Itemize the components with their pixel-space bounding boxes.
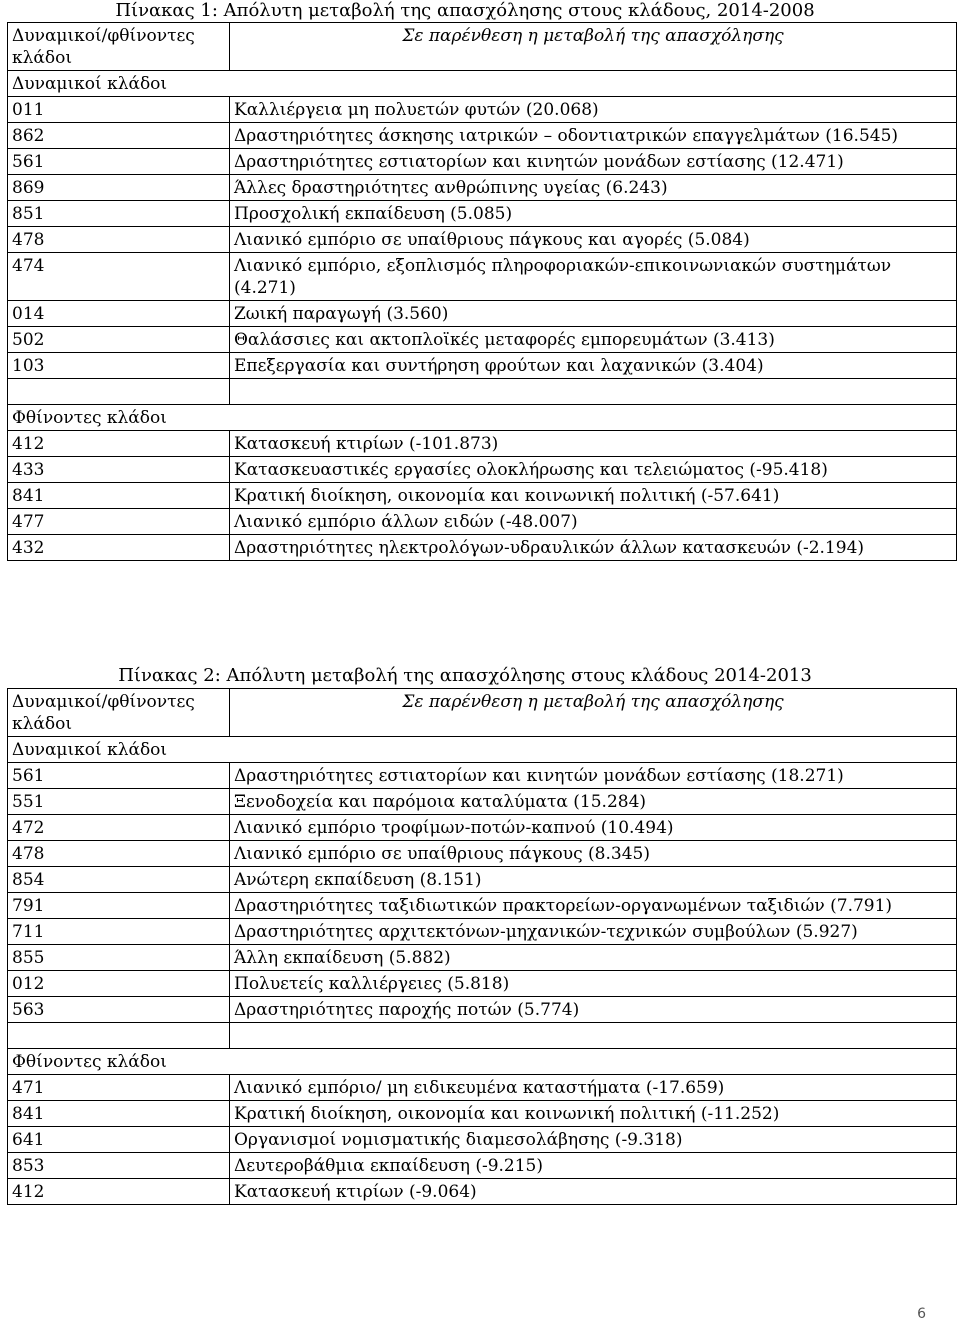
industry-description: Λιανικό εμπόριο σε υπαίθριους πάγκους και αγορές (5.084) [230, 227, 957, 253]
table2-section-declining [8, 1049, 957, 1075]
table2-growing-row [8, 945, 957, 971]
industry-description: Λιανικό εμπόριο άλλων ειδών (-48.007) [230, 509, 957, 535]
table2-section-growing [8, 737, 957, 763]
industry-description: Δραστηριότητες άσκησης ιατρικών – οδοντιατρικών επαγγελμάτων (16.545) [230, 123, 957, 149]
table1-spacer-cell [230, 379, 957, 405]
industry-description: Επεξεργασία και συντήρηση φρούτων και λαχανικών (3.404) [230, 353, 957, 379]
table1-growing-row [8, 327, 957, 353]
industry-description: Θαλάσσιες και ακτοπλοϊκές μεταφορές εμπορευμάτων (3.413) [230, 327, 957, 353]
industry-code: 103 [8, 353, 230, 379]
table2-declining-row [8, 1179, 957, 1205]
table1-section-declining [8, 405, 957, 431]
table2-header-right: Σε παρένθεση η μεταβολή της απασχόλησης [230, 689, 957, 737]
table1-growing-row [8, 175, 957, 201]
table1-declining-row [8, 509, 957, 535]
industry-code: 014 [8, 301, 230, 327]
table1-growing-row [8, 227, 957, 253]
industry-code: 854 [8, 867, 230, 893]
table1-growing-row [8, 301, 957, 327]
table1-section-growing-label: Δυναμικοί κλάδοι [8, 71, 957, 97]
industry-code: 012 [8, 971, 230, 997]
table2-growing-row [8, 893, 957, 919]
table2-growing-row [8, 867, 957, 893]
industry-description: Οργανισμοί νομισματικής διαμεσολάβησης (-9.318) [230, 1127, 957, 1153]
industry-code: 561 [8, 763, 230, 789]
table2-spacer-cell [230, 1023, 957, 1049]
table1-header-left: Δυναμικοί/φθίνοντες κλάδοι [8, 23, 230, 71]
table1-declining-row [8, 457, 957, 483]
industry-description: Λιανικό εμπόριο σε υπαίθριους πάγκους (8.345) [230, 841, 957, 867]
industry-description: Λιανικό εμπόριο τροφίμων-ποτών-καπνού (10.494) [230, 815, 957, 841]
industry-description: Ζωική παραγωγή (3.560) [230, 301, 957, 327]
table2-header-row [8, 689, 957, 737]
industry-code: 412 [8, 431, 230, 457]
industry-description: Κατασκευή κτιρίων (-9.064) [230, 1179, 957, 1205]
industry-description: Δραστηριότητες ηλεκτρολόγων-υδραυλικών άλλων κατασκευών (-2.194) [230, 535, 957, 561]
table2-spacer-row [8, 1023, 957, 1049]
industry-description: Προσχολική εκπαίδευση (5.085) [230, 201, 957, 227]
industry-description: Δραστηριότητες αρχιτεκτόνων-μηχανικών-τεχνικών συμβούλων (5.927) [230, 919, 957, 945]
industry-description: Λιανικό εμπόριο/ μη ειδικευμένα καταστήματα (-17.659) [230, 1075, 957, 1101]
table2-title: Πίνακας 2: Απόλυτη μεταβολή της απασχόλησης στους κλάδους 2014-2013 [118, 665, 812, 686]
table2-growing-row [8, 971, 957, 997]
table2-growing-row [8, 815, 957, 841]
industry-code: 851 [8, 201, 230, 227]
table2 [7, 688, 957, 1205]
industry-code: 869 [8, 175, 230, 201]
industry-description: Δραστηριότητες παροχής ποτών (5.774) [230, 997, 957, 1023]
industry-code: 791 [8, 893, 230, 919]
table1-growing-row [8, 201, 957, 227]
table1-declining-row [8, 483, 957, 509]
industry-description: Πολυετείς καλλιέργειες (5.818) [230, 971, 957, 997]
table2-growing-row [8, 841, 957, 867]
table2-growing-row [8, 763, 957, 789]
industry-code: 433 [8, 457, 230, 483]
industry-code: 841 [8, 1101, 230, 1127]
industry-code: 855 [8, 945, 230, 971]
industry-description: Δραστηριότητες ταξιδιωτικών πρακτορείων-οργανωμένων ταξιδιών (7.791) [230, 893, 957, 919]
table1-title: Πίνακας 1: Απόλυτη μεταβολή της απασχόλησης στους κλάδους, 2014-2008 [115, 0, 815, 21]
table1-declining-row [8, 431, 957, 457]
industry-description: Κατασκευή κτιρίων (-101.873) [230, 431, 957, 457]
industry-code: 711 [8, 919, 230, 945]
table2-declining-row [8, 1127, 957, 1153]
industry-description: Δραστηριότητες εστιατορίων και κινητών μονάδων εστίασης (18.271) [230, 763, 957, 789]
industry-code: 502 [8, 327, 230, 353]
table1-spacer-row [8, 379, 957, 405]
industry-code: 641 [8, 1127, 230, 1153]
table2-declining-row [8, 1153, 957, 1179]
industry-description: Δευτεροβάθμια εκπαίδευση (-9.215) [230, 1153, 957, 1179]
industry-description: Κρατική διοίκηση, οικονομία και κοινωνική πολιτική (-57.641) [230, 483, 957, 509]
table1 [7, 22, 957, 561]
industry-code: 561 [8, 149, 230, 175]
table1-declining-row [8, 535, 957, 561]
industry-description: Άλλη εκπαίδευση (5.882) [230, 945, 957, 971]
table2-growing-row [8, 789, 957, 815]
industry-code: 853 [8, 1153, 230, 1179]
table2-section-declining-label: Φθίνοντες κλάδοι [8, 1049, 957, 1075]
table2-growing-row [8, 919, 957, 945]
table2-declining-row [8, 1075, 957, 1101]
industry-description: Άλλες δραστηριότητες ανθρώπινης υγείας (6.243) [230, 175, 957, 201]
table1-growing-row [8, 353, 957, 379]
industry-code: 432 [8, 535, 230, 561]
industry-code: 011 [8, 97, 230, 123]
industry-code: 862 [8, 123, 230, 149]
industry-code: 478 [8, 227, 230, 253]
page-number: 6 [917, 1306, 926, 1322]
industry-description: Κατασκευαστικές εργασίες ολοκλήρωσης και τελειώματος (-95.418) [230, 457, 957, 483]
industry-description: Λιανικό εμπόριο, εξοπλισμός πληροφοριακών-επικοινωνιακών συστημάτων (4.271) [230, 253, 957, 301]
table2-spacer-cell [8, 1023, 230, 1049]
table1-section-declining-label: Φθίνοντες κλάδοι [8, 405, 957, 431]
industry-code: 841 [8, 483, 230, 509]
industry-code: 471 [8, 1075, 230, 1101]
industry-code: 477 [8, 509, 230, 535]
industry-description: Ανώτερη εκπαίδευση (8.151) [230, 867, 957, 893]
industry-description: Δραστηριότητες εστιατορίων και κινητών μονάδων εστίασης (12.471) [230, 149, 957, 175]
industry-code: 563 [8, 997, 230, 1023]
table2-header-left: Δυναμικοί/φθίνοντες κλάδοι [8, 689, 230, 737]
industry-code: 478 [8, 841, 230, 867]
table2-section-growing-label: Δυναμικοί κλάδοι [8, 737, 957, 763]
table1-spacer-cell [8, 379, 230, 405]
industry-code: 551 [8, 789, 230, 815]
table1-growing-row [8, 253, 957, 301]
table1-growing-row [8, 123, 957, 149]
table2-declining-row [8, 1101, 957, 1127]
industry-code: 472 [8, 815, 230, 841]
table2-growing-row [8, 997, 957, 1023]
table1-growing-row [8, 97, 957, 123]
industry-code: 474 [8, 253, 230, 301]
table1-header-row [8, 23, 957, 71]
industry-description: Κρατική διοίκηση, οικονομία και κοινωνική πολιτική (-11.252) [230, 1101, 957, 1127]
table1-header-right: Σε παρένθεση η μεταβολή της απασχόλησης [230, 23, 957, 71]
industry-description: Ξενοδοχεία και παρόμοια καταλύματα (15.284) [230, 789, 957, 815]
table1-growing-row [8, 149, 957, 175]
industry-code: 412 [8, 1179, 230, 1205]
industry-description: Καλλιέργεια μη πολυετών φυτών (20.068) [230, 97, 957, 123]
table1-section-growing [8, 71, 957, 97]
